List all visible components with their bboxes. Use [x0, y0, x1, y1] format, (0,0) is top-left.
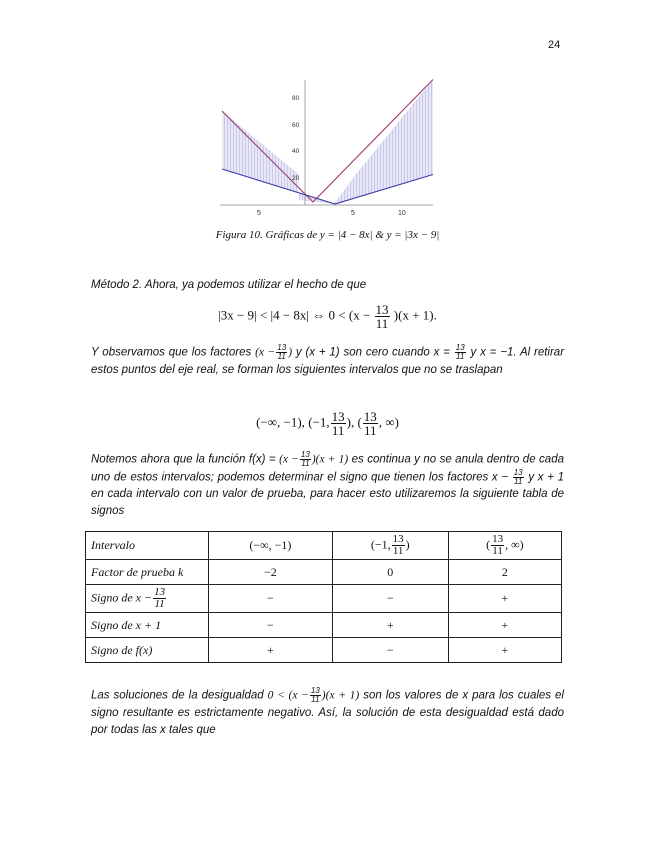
intervals-formula: (−∞, −1), (−1, $\frac{13}{11}$ ), ( $\frac{13}{11}$ , ∞) — [256, 409, 399, 438]
table-cell: 2 — [448, 560, 561, 585]
y-tick-label: 80 — [292, 95, 300, 102]
fraction: $\frac{13}{11}$ — [492, 533, 504, 557]
fraction: $\frac{13}{11}$ — [300, 450, 310, 468]
table-cell: − — [332, 585, 448, 613]
table-row — [86, 638, 562, 663]
sign-table — [85, 531, 562, 663]
table-row — [86, 613, 562, 638]
table-cell: ( $\frac{13}{11}$ , ∞) — [448, 532, 561, 560]
x-tick-label: 5 — [257, 210, 261, 217]
row-header: Signo de x − $\frac{13}{11}$ — [86, 585, 209, 613]
fraction: $\frac{13}{11}$ — [513, 467, 523, 486]
row-header: Factor de prueba k — [86, 560, 209, 585]
table-cell: + — [448, 613, 561, 638]
fraction: $\frac{13}{11}$ — [277, 343, 287, 361]
paragraph-notemos: Notemos ahora que la función f(x) = (x − $\frac{13}{11}$ )(x + 1) es continua y no se anula dentro de cada uno de estos intervalos; podemos determinar el signo que tienen los factores x − $\frac{13}{11}$ y x + 1 en cada intervalo con un valor de prueba, para hacer esto utilizaremos la siguiente tabla de signos — [91, 450, 564, 518]
table-cell: − — [209, 585, 333, 613]
row-header: Signo de x + 1 — [86, 613, 209, 638]
page-number: 24 — [548, 39, 561, 51]
row-header: Signo de f(x) — [86, 638, 209, 663]
table-row — [86, 560, 562, 585]
paragraph-soluciones: Las soluciones de la desigualdad 0 < (x − $\frac{13}{11}$ )(x + 1) son los valores de x para los cuales el signo resultante es estrictamente negativo. Así, la solución de esta desigualdad está dado por todas las x tales que — [91, 686, 564, 736]
table-cell: + — [448, 585, 561, 613]
x-tick-label: 10 — [398, 210, 406, 217]
table-cell: − — [332, 638, 448, 663]
fraction: $\frac{13}{11}$ — [392, 533, 404, 557]
table-row — [86, 532, 562, 560]
table-cell: (−∞, −1) — [209, 532, 333, 560]
y-tick-label: 60 — [292, 122, 300, 129]
row-header: Intervalo — [86, 532, 209, 560]
fraction: $\frac{13}{11}$ — [363, 409, 377, 438]
fraction: $\frac{13}{11}$ — [375, 302, 389, 331]
table-cell: + — [332, 613, 448, 638]
y-tick-label: 40 — [292, 148, 300, 155]
table-cell: −2 — [209, 560, 333, 585]
table-cell: (−1, $\frac{13}{11}$ ) — [332, 532, 448, 560]
table-cell: 0 — [332, 560, 448, 585]
x-tick-label: 5 — [351, 210, 355, 217]
table-cell: − — [209, 613, 333, 638]
method-intro: Método 2. Ahora, ya podemos utilizar el hecho de que — [91, 279, 367, 291]
equivalence-formula: |3x − 9| < |4 − 8x| ⇔ 0 < (x − $\frac{13}{11}$ )(x + 1). — [218, 302, 437, 331]
table-cell: + — [209, 638, 333, 663]
figure-caption: Figura 10. Gráficas de y = |4 − 8x| & y = |3x − 9| — [215, 229, 440, 241]
paragraph-observamos: Y observamos que los factores (x − $\frac{13}{11}$ ) y (x + 1) son cero cuando x = $\frac{13}{11}$ y x = −1. Al retirar estos puntos del eje real, se forman los siguientes intervalos que no se traslapan — [91, 343, 565, 376]
fraction: $\frac{13}{11}$ — [455, 343, 465, 361]
table-row — [86, 585, 562, 613]
shaded-region — [222, 80, 433, 205]
fraction: $\frac{13}{11}$ — [154, 586, 166, 610]
fraction: $\frac{13}{11}$ — [331, 409, 345, 438]
fraction: $\frac{13}{11}$ — [310, 686, 320, 704]
table-cell: + — [448, 638, 561, 663]
y-tick-label: 20 — [292, 175, 300, 182]
graph-figure — [205, 75, 445, 220]
